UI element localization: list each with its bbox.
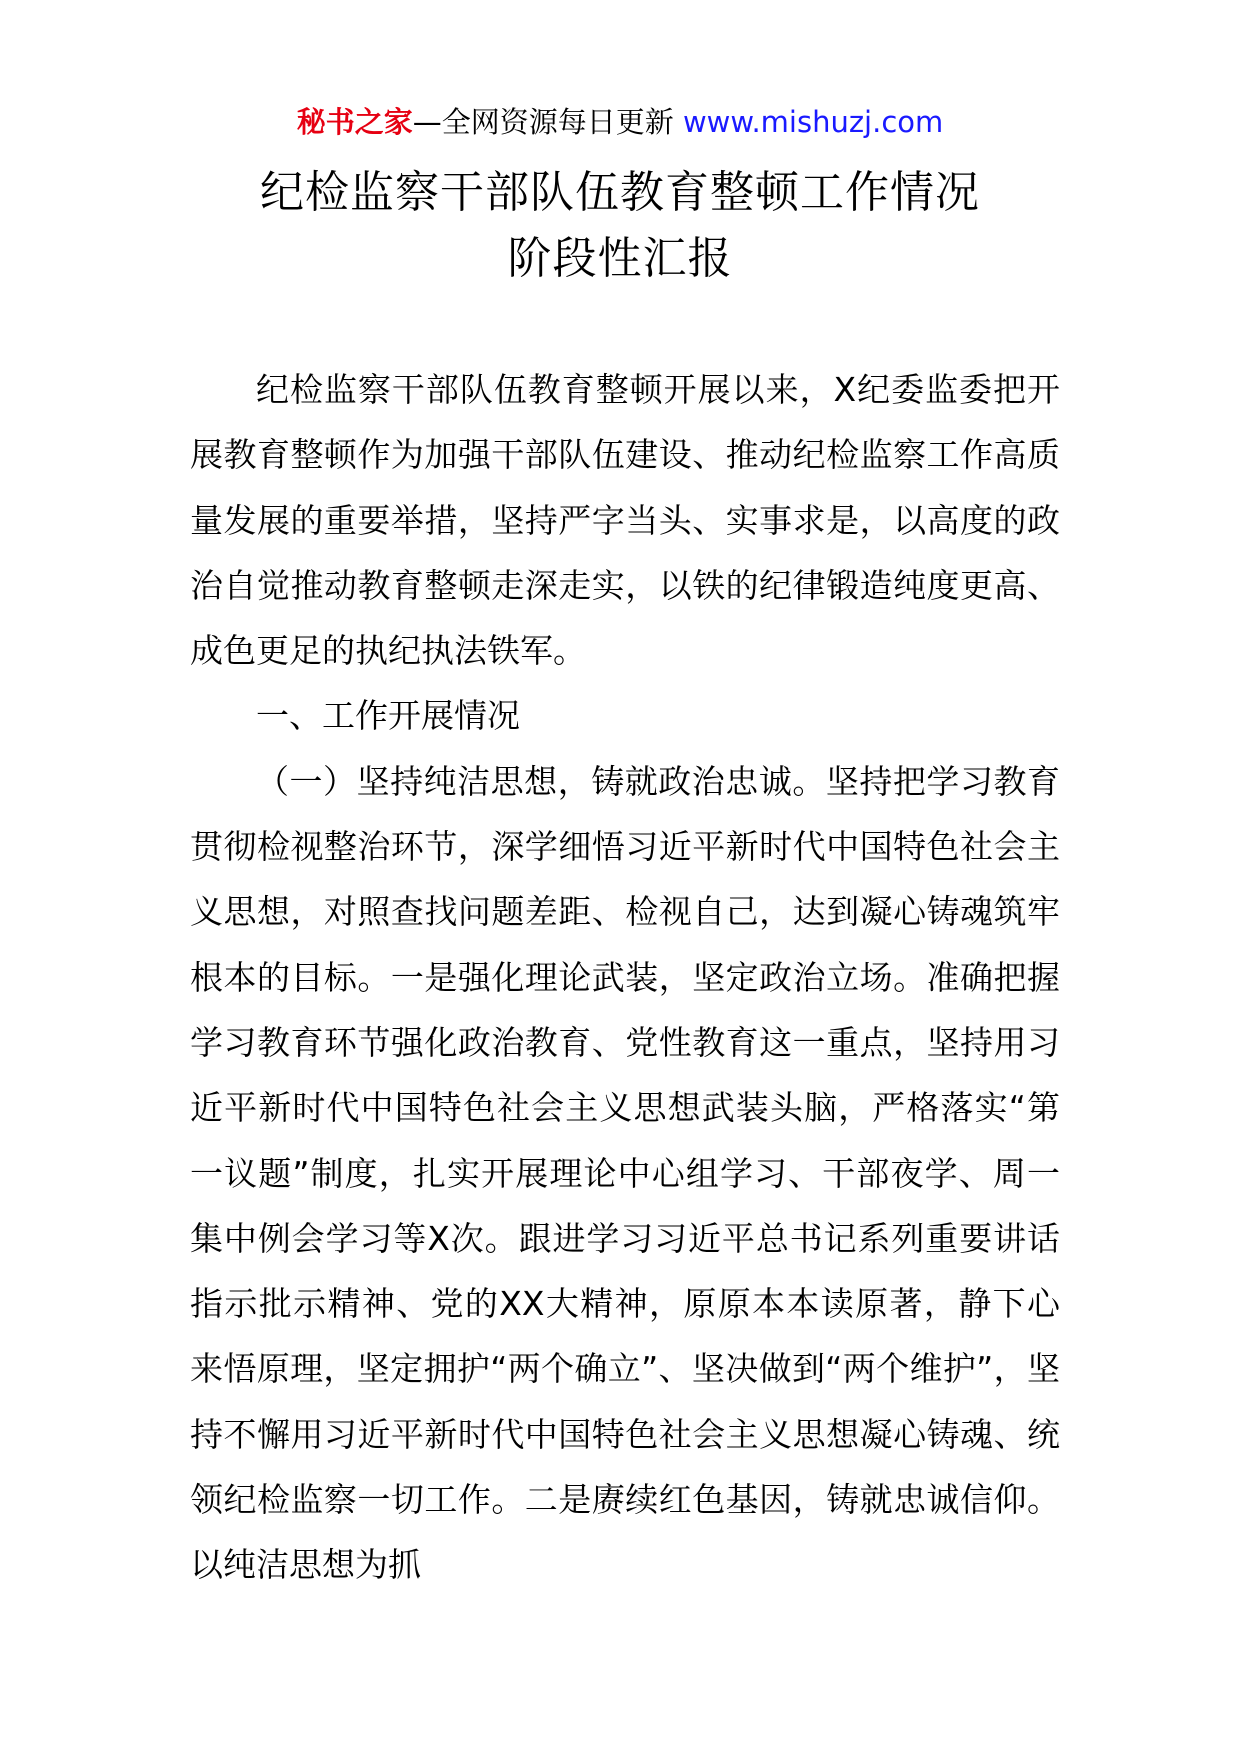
section-heading: 一、工作开展情况 (256, 696, 520, 736)
document-body (190, 357, 1060, 1598)
document-title (0, 160, 1240, 292)
paragraph-section-1: （一）坚持纯洁思想，铸就政治忠诚。坚持把学习教育贯彻检视整治环节，深学细悟习近平新时代中国特色社会主义思想，对照查找问题差距、检视自己，达到凝心铸魂筑牢根本的目标。一是强化理论武装，坚定政治立场。准确把握学习教育环节强化政治教育、党性教育这一重点，坚持用习近平新时代中国特色社会主义思想武装头脑，严格落实“第一议题”制度，扎实开展理论中心组学习、干部夜学、周一集中例会学习等X次。跟进学习习近平总书记系列重要讲话指示批示精神、党的XX大精神，原原本本读原著，静下心来悟原理，坚定拥护“两个确立”、坚决做到“两个维护”，坚持不懈用习近平新时代中国特色社会主义思想凝心铸魂、统领纪检监察一切工作。二是赓续红色基因，铸就忠诚信仰。以纯洁思想为抓 (190, 761, 1060, 1585)
paragraph-intro: 纪检监察干部队伍教育整顿开展以来，X纪委监委把开展教育整顿作为加强干部队伍建设、推动纪检监察工作高质量发展的重要举措，坚持严字当头、实事求是，以高度的政治自觉推动教育整顿走深走实，以铁的纪律锻造纯度更高、成色更足的执纪执法铁军。 (190, 370, 1060, 671)
site-banner (0, 102, 1240, 142)
site-url-link[interactable]: www.mishuzj.com (682, 105, 944, 139)
banner-tagline: —全网资源每日更新 (412, 105, 683, 139)
title-line-2: 阶段性汇报 (507, 233, 733, 284)
brand-name: 秘书之家 (296, 105, 413, 139)
title-line-1: 纪检监察干部队伍教育整顿工作情况 (260, 167, 980, 218)
